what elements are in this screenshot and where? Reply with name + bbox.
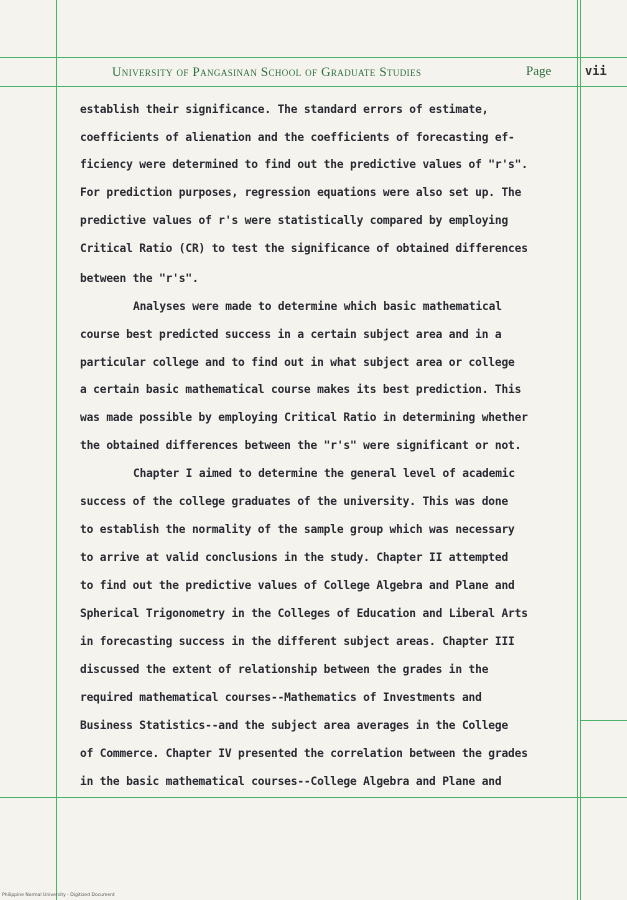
text-line: For prediction purposes, regression equations were also set up. The: [80, 186, 522, 199]
side-tick-right: [581, 720, 627, 721]
text-line: to establish the normality of the sample group which was necessary: [80, 523, 515, 536]
text-line: Chapter I aimed to determine the general level of academic: [133, 467, 515, 480]
text-line: Business Statistics--and the subject area averages in the College: [80, 719, 509, 732]
margin-line-right-outer: [580, 0, 581, 900]
text-line: success of the college graduates of the university. This was done: [80, 495, 509, 508]
text-line: particular college and to find out in what subject area or college: [80, 356, 515, 369]
margin-line-right-inner: [577, 0, 578, 900]
footer-rule: [0, 797, 627, 798]
text-line: to find out the predictive values of College Algebra and Plane and: [80, 579, 515, 592]
page-header-title: University of Pangasinan School of Graduate Studies: [112, 64, 422, 79]
header-rule-bottom: [0, 86, 627, 87]
text-line: ficiency were determined to find out the predictive values of "r's".: [80, 158, 528, 171]
text-line: the obtained differences between the "r's" were significant or not.: [80, 439, 522, 452]
page-number: vii: [585, 64, 607, 78]
text-line: between the "r's".: [80, 272, 199, 285]
text-line: required mathematical courses--Mathematics of Investments and: [80, 691, 482, 704]
text-line: was made possible by employing Critical Ratio in determining whether: [80, 411, 528, 424]
text-line: in forecasting success in the different subject areas. Chapter III: [80, 635, 515, 648]
text-line: to arrive at valid conclusions in the study. Chapter II attempted: [80, 551, 509, 564]
text-line: of Commerce. Chapter IV presented the correlation between the grades: [80, 747, 528, 760]
text-line: Spherical Trigonometry in the Colleges of Education and Liberal Arts: [80, 607, 528, 620]
text-line: Analyses were made to determine which basic mathematical: [133, 300, 502, 313]
footer-note: Philippine Normal University - Digitized Document: [2, 893, 115, 898]
header-rule-top: [0, 57, 627, 58]
text-line: predictive values of r's were statistically compared by employing: [80, 214, 509, 227]
text-line: coefficients of alienation and the coefficients of forecasting ef-: [80, 131, 515, 144]
text-line: in the basic mathematical courses--College Algebra and Plane and: [80, 775, 502, 788]
margin-line-left: [56, 0, 57, 900]
text-line: discussed the extent of relationship between the grades in the: [80, 663, 489, 676]
text-line: establish their significance. The standard errors of estimate,: [80, 103, 489, 116]
text-line: Critical Ratio (CR) to test the significance of obtained differences: [80, 242, 528, 255]
text-line: a certain basic mathematical course makes its best prediction. This: [80, 383, 522, 396]
text-line: course best predicted success in a certain subject area and in a: [80, 328, 502, 341]
page-label: Page: [526, 63, 552, 78]
